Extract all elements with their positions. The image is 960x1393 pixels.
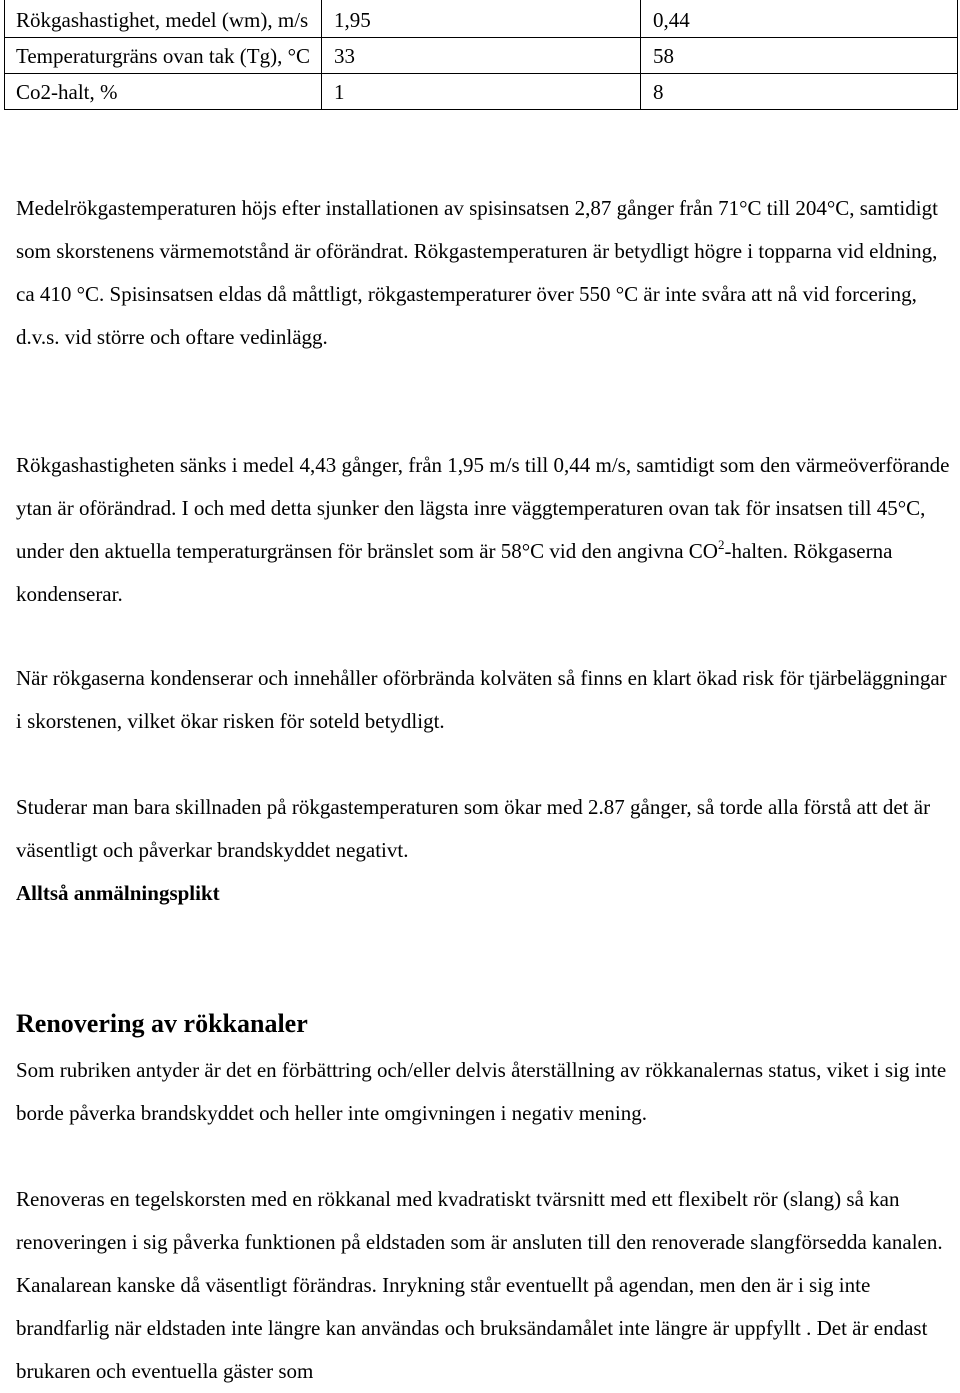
paragraph-temperature-difference: Studerar man bara skillnaden på rökgastemperaturen som ökar med 2.87 gånger, så torde alla förstå att det är väsentligt och påverkar brandskyddet negativt. [16,795,931,862]
table-cell-after: 8 [641,74,958,110]
paragraph-smoke-velocity-text: Rökgashastigheten sänks i medel 4,43 gånger, från 1,95 m/s till 0,44 m/s, samtidigt som den värmeöverförande ytan är oförändrad. I och med detta sjunker den lägsta inre väggtemperaturen ovan tak för insatsen till 45°C, under den aktuella temperaturgränsen för bränslet som är 58°C vid den angivna CO [16,453,950,563]
section-heading: Renovering av rökkanaler [16,1009,308,1038]
table-row [5,74,958,110]
paragraph-smoke-velocity-end: -halten. Rökgaserna kondenserar. [16,539,893,606]
table-cell-before: 33 [322,38,641,74]
paragraph-renovation-details: Renoveras en tegelskorsten med en rökkanal med kvadratiskt tvärsnitt med ett flexibelt rör (slang) så kan renoveringen i sig påverka funktionen på eldstaden som är ansluten till den renoverade slangförsedda kanalen. Kanalarean kanske då väsentligt förändras. Inrykning står eventuellt på agendan, men den är i sig inte brandfarlig när eldstaden inte längre kan användas och bruksändamålet inte längre är uppfyllt . Det är endast brukaren och eventuella gäster som [16,1187,943,1383]
table-cell-after: 0,44 [641,0,958,38]
table-cell-before: 1 [322,74,641,110]
table-cell-label: Co2-halt, % [5,74,322,110]
table-row [5,0,958,38]
conclusion-notice: Alltså anmälningsplikt [16,881,220,905]
paragraph-condensation: När rökgaserna kondenserar och innehåller oförbrända kolväten så finns en klart ökad risk för tjärbeläggningar i skorstenen, vilket ökar risken för soteld betydligt. [16,666,947,733]
table-cell-label: Rökgashastighet, medel (wm), m/s [5,0,322,38]
paragraph-smoke-velocity [16,444,951,616]
data-table [4,0,958,110]
table-cell-after: 58 [641,38,958,74]
paragraph-renovation-intro: Som rubriken antyder är det en förbättring och/eller delvis återställning av rökkanalernas status, viket i sig inte borde påverka brandskyddet och heller inte omgivningen i negativ mening. [16,1058,947,1125]
table-cell-label: Temperaturgräns ovan tak (Tg), °C [5,38,322,74]
table-cell-before: 1,95 [322,0,641,38]
table-row [5,38,958,74]
paragraph-smoke-temperature: Medelrökgastemperaturen höjs efter installationen av spisinsatsen 2,87 gånger från 71°C till 204°C, samtidigt som skorstenens värmemotstånd är oförändrat. Rökgastemperaturen är betydligt högre i topparna vid eldning, ca 410 °C. Spisinsatsen eldas då måttligt, rökgastemperaturer över 550 °C är inte svåra att nå vid forcering, d.v.s. vid större och oftare vedinlägg. [16,196,938,349]
co2-subscript: 2 [717,537,725,552]
